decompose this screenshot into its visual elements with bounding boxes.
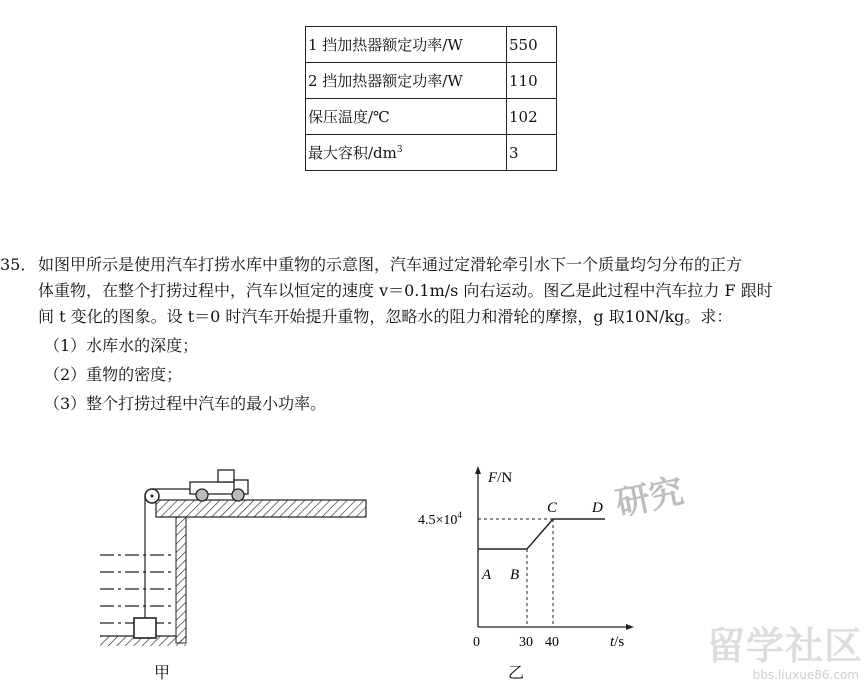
figure-a-caption: 甲	[154, 663, 171, 682]
cliff-wall	[176, 517, 186, 643]
platform	[156, 500, 366, 517]
table-cell: 102	[507, 99, 557, 135]
table-cell: 2 挡加热器额定功率/W	[306, 63, 507, 99]
point-label-d: D	[592, 500, 603, 516]
superscript: 3	[396, 145, 403, 155]
submerged-object	[134, 618, 156, 638]
x-tick-label: 40	[545, 635, 559, 650]
problem-line-3: 间 t 变化的图象。设 t＝0 时汽车开始提升重物，忽略水的阻力和滑轮的摩擦，g 取10N/kg。求：	[38, 307, 733, 326]
y-tick-label	[418, 510, 462, 528]
y-axis-unit: /N	[497, 470, 513, 486]
point-label-b: B	[510, 567, 520, 583]
table-cell: 550	[507, 27, 557, 63]
problem-line-2: 体重物，在整个打捞过程中，汽车以恒定的速度 v＝0.1m/s 向右运动。图乙是此过程中汽车拉力 F 跟时	[38, 281, 773, 300]
spec-table	[305, 26, 557, 171]
point-label-a: A	[482, 567, 492, 583]
y-tick-base: 4.5×10	[418, 513, 458, 528]
table-cell: 3	[507, 135, 557, 171]
point-label-c: C	[547, 500, 558, 516]
table-cell: 110	[507, 63, 557, 99]
x-tick-label: 0	[473, 635, 480, 650]
x-axis-label: t/s	[610, 634, 625, 650]
table-row	[306, 63, 557, 99]
figure-a-diagram	[90, 460, 380, 660]
problem-line-1: 如图甲所示是使用汽车打捞水库中重物的示意图，汽车通过定滑轮牵引水下一个质量均匀分布的正方	[38, 255, 743, 274]
figure-b-chart	[400, 462, 640, 652]
force-curve	[478, 519, 605, 549]
x-tick-label: 30	[519, 635, 533, 650]
watermark-url: bbs.liuxue86.com	[752, 668, 859, 682]
y-axis-label: F/N	[488, 470, 513, 486]
table-cell: 1 挡加热器额定功率/W	[306, 27, 507, 63]
y-tick-exp: 4	[457, 510, 462, 520]
question-number: 35．	[0, 255, 37, 274]
sub-question-3: （3）整个打捞过程中汽车的最小功率。	[44, 394, 327, 413]
truck	[190, 470, 248, 501]
watermark-logo: 留学社区	[706, 624, 863, 668]
table-cell: 保压温度/℃	[306, 99, 507, 135]
sub-question-1: （1）水库水的深度；	[44, 336, 199, 355]
figure-b-caption: 乙	[508, 663, 525, 682]
water-lines	[100, 555, 174, 623]
table-row	[306, 27, 557, 63]
cell-text: 最大容积/dm	[308, 144, 397, 162]
sub-question-2: （2）重物的密度；	[44, 365, 183, 384]
table-row	[306, 99, 557, 135]
table-row	[306, 135, 557, 171]
table-cell	[306, 135, 507, 171]
watermark-seal: 研究	[612, 471, 688, 525]
